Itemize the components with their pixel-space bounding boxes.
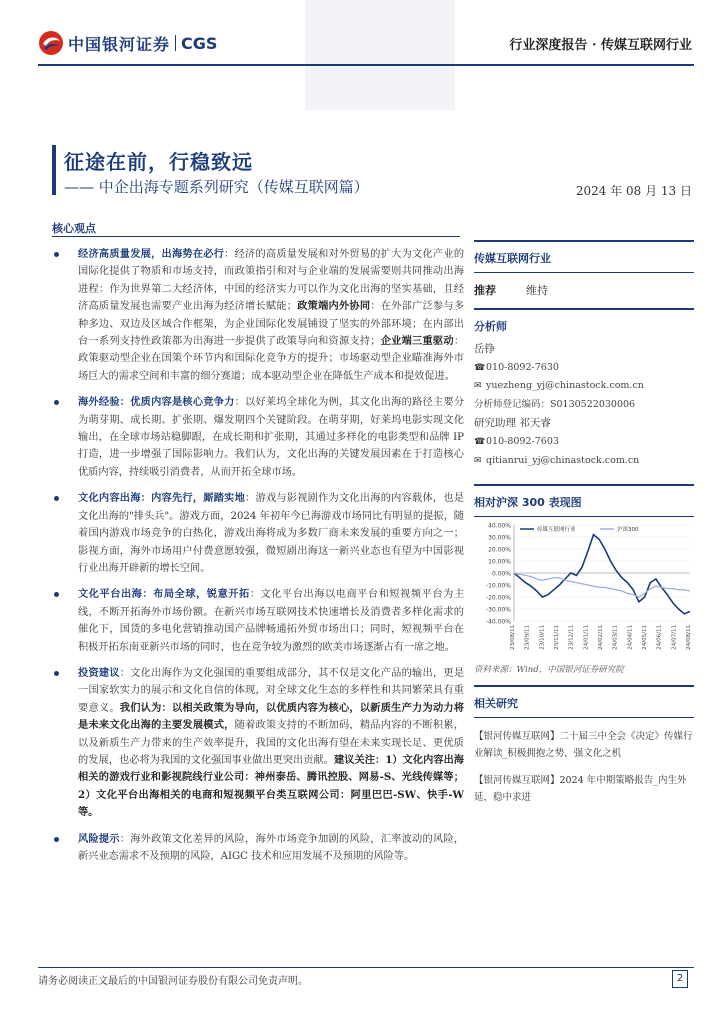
bullet-icon <box>54 671 59 676</box>
analyst-cert: 分析师登记编码：S0130522030006 <box>474 398 636 410</box>
paragraph-heading: 风险提示 <box>78 832 120 845</box>
related-research <box>474 685 694 806</box>
assistant-name: 研究助理 祁天睿 <box>474 417 551 430</box>
legend-label: 沪深300 <box>617 527 639 534</box>
brand-name-cn: 中国银河证券 <box>68 34 171 54</box>
analyst-email <box>474 377 694 396</box>
paragraph-text: ：在外部广泛参与多种多边、双边及区域合作框架，为企业国际化发展铺设了坚实的外部环境；在内部出台一系列支持性政策都为出海进一步提供了政策导向和资源支持； <box>78 301 465 348</box>
header-rule <box>38 64 694 66</box>
y-tick-label: -40.00% <box>485 618 511 626</box>
rating-row <box>474 273 694 308</box>
paragraph-heading: 文化平台出海：布局全球，锐意开拓 <box>78 588 250 601</box>
x-tick-label: 23/08/11 <box>510 625 516 650</box>
x-tick-label: 24/07/11 <box>671 625 678 650</box>
phone-icon: ☎ <box>474 436 486 447</box>
y-tick-label: -10.00% <box>485 582 511 590</box>
brand-logo <box>38 30 217 56</box>
title-accent-bar <box>52 145 56 195</box>
core-paragraph <box>52 246 464 385</box>
paragraph-text: ：文化平台出海以电商平台和短视频平台为主线，不断开拓海外市场份额。在新兴市场互联网技术快速增长及消费者多样化需求的催化下，国货的多电化营销推动国产品牌畅通拓外贸市场出口；同时，短视频平台在积极开拓东南亚新兴市场的同时，也在竞争较为激烈的欧美市场逐渐占有一席之地。 <box>78 589 465 653</box>
assistant-email-text[interactable]: qitianrui_yj@chinastock.com.cn <box>486 454 640 466</box>
core-paragraph <box>52 586 464 656</box>
sidebar-divider <box>474 717 694 718</box>
paragraph-heading: 海外经验：优质内容是核心竞争力 <box>78 396 235 409</box>
legend-label: 传媒互联网行业 <box>537 527 576 534</box>
core-paragraph <box>52 831 464 866</box>
analyst-heading: 分析师 <box>474 320 507 333</box>
assistant-email <box>474 452 694 471</box>
paragraph-heading: 经济高质量发展，出海势在必行 <box>78 248 225 260</box>
performance-chart-svg <box>474 517 694 657</box>
bullet-icon <box>54 496 59 501</box>
analyst-phone-text: 010-8092-7630 <box>486 361 559 373</box>
paragraph-heading: 投资建议 <box>78 666 120 679</box>
analyst-name: 岳铮 <box>474 343 495 355</box>
bullet-icon <box>54 837 59 842</box>
x-tick-label: 24/03/11 <box>612 625 619 650</box>
y-tick-label: 30.00% <box>488 534 511 542</box>
core-paragraph <box>52 665 464 822</box>
report-subtitle: —— 中企出海专题系列研究（传媒互联网篇） <box>64 178 369 196</box>
series-line <box>514 535 690 614</box>
industry-name: 传媒互联网行业 <box>474 252 551 265</box>
paragraph-emphasis: 政策端内外协同 <box>296 300 371 313</box>
relative-performance-chart <box>474 484 694 675</box>
page-header <box>38 22 694 60</box>
chart-source: 资料来源：Wind，中国银河证券研究院 <box>474 665 624 676</box>
x-tick-label: 24/06/11 <box>656 625 663 650</box>
paragraph-emphasis: 建议关注：1）文化内容出海相关的游戏行业和影视院线行业公司：神州泰岳、腾讯控股、网易-S、光线传媒等；2）文化平台出海相关的电商和短视频平台类互联网公司：阿里巴巴-SW、快手-W 等。 <box>78 753 464 819</box>
email-icon: ✉ <box>474 455 482 466</box>
sidebar <box>474 240 694 806</box>
core-paragraph <box>52 394 464 481</box>
brand-logo-icon <box>38 30 64 56</box>
paragraph-text: ：文化出海作为文化强国的重要组成部分，其不仅是文化产品的输出，更是一国家软实力的展示和文化自信的体现，对全球文化生态的多样性和共同繁荣具有重要意义。 <box>78 667 465 714</box>
core-view-content <box>52 246 464 874</box>
x-tick-label: 23/09/11 <box>524 625 531 650</box>
related-item[interactable]: 【银河传媒互联网】2024 年中期策略报告_内生外延，稳中求进 <box>474 775 687 804</box>
x-tick-label: 24/08/11 <box>686 625 692 650</box>
core-view-label: 核心观点 <box>52 222 96 235</box>
x-tick-label: 24/01/11 <box>583 625 590 650</box>
email-icon: ✉ <box>474 381 482 392</box>
report-title: 征途在前，行稳致远 <box>64 150 253 174</box>
y-tick-label: 20.00% <box>488 546 511 554</box>
paragraph-text: ：经济的高质量发展和对外贸易的扩大为文化产业的国际化提供了物质和市场支持，而政策指引和对与企业端的发展需要则共同推动出海进程：作为世界第二大经济体，中国的经济实力可以作为文化出海的坚实基础，且经济高质量发展也需要产业出海为经济增长赋能； <box>78 249 465 313</box>
y-tick-label: -30.00% <box>485 606 511 614</box>
y-tick-label: 10.00% <box>488 558 511 566</box>
y-tick-label: -20.00% <box>485 594 511 602</box>
bullet-icon <box>54 400 59 405</box>
x-tick-label: 24/05/11 <box>642 625 648 650</box>
x-tick-label: 23/12/11 <box>568 625 575 650</box>
y-tick-label: 0.00% <box>491 570 511 578</box>
paragraph-text: ：海外政策文化差异的风险，海外市场竞争加剧的风险，汇率波动的风险，新兴业态需求不及预期的风险，AIGC 技术和应用发展不及预期的风险等。 <box>78 833 465 862</box>
x-tick-label: 23/11/11 <box>554 625 560 650</box>
paragraph-heading: 文化内容出海：内容先行，厮踏实地 <box>78 492 246 505</box>
footer-disclaimer: 请务必阅读正文最后的中国银河证券股份有限公司免责声明。 <box>38 976 308 987</box>
x-tick-label: 23/10/11 <box>539 625 546 650</box>
phone-icon: ☎ <box>474 362 486 373</box>
report-date: 2024 年 08 月 13 日 <box>575 184 692 198</box>
paragraph-text: ：政策驱动型企业在国策个环节内和国际化竞争方的提升；市场驱动型企业瞄准海外市场巨大的需求空间和丰富的细分赛道；成本驱动型企业在降低生产成本和提效促进。 <box>78 336 464 382</box>
page-number: 2 <box>672 970 688 988</box>
bullet-icon <box>54 252 59 257</box>
paragraph-text: ：游戏与影视剧作为文化出海的内容载体，也是文化出海的"排头兵"。游戏方面，2024 年初年今已海游戏市场同比有明显的提振，随着国内游戏市场竞争的白热化，游戏出海将成为多数厂商未来发展的重要方向之一；影视方面，海外市场用户付费意愿较强，微短剧出海这一新兴业态也有望为中国影视行业出海开辟新的增长空间。 <box>78 493 465 574</box>
analyst-email-text[interactable]: yuezheng_yj@chinastock.com.cn <box>486 380 644 392</box>
paragraph-text: ：以好莱坞全球化为例，其文化出海的路径主要分为萌芽期、成长期、扩张期、爆发期四个关键阶段。在萌芽期，好莱坞电影实现文化输出，在全球市场站稳脚跟，在成长期和扩张期，其通过多样化的电影类型和品牌 IP 打造，进一步增强了国际影响力。我们认为，文化出海的关键发展因素在于打造核心优质内容，持续吸引消费者，从而开拓全球市场。 <box>78 397 465 478</box>
rating-label: 推荐 <box>474 284 496 297</box>
analyst-phone <box>474 359 694 378</box>
assistant-phone <box>474 433 694 452</box>
x-tick-label: 24/02/11 <box>598 625 604 650</box>
footer-rule <box>38 967 694 968</box>
brand-separator <box>175 35 176 51</box>
paragraph-text: 随着政策支持的不断加码，精品内容的不断积累，以及新质生产力带来的生产效率提升，我国的文化出海有望在未来实现长足、更优质的发展，也必将为我国的文化强国事业做出更突出贡献。 <box>78 720 465 766</box>
core-paragraph <box>52 490 464 577</box>
y-tick-label: 40.00% <box>488 522 511 530</box>
rating-value: 维持 <box>526 284 548 297</box>
x-tick-label: 24/04/11 <box>627 625 634 650</box>
paragraph-emphasis: 企业端三重驱动 <box>380 335 454 348</box>
chart-title: 相对沪深 300 表现图 <box>474 496 582 510</box>
related-title: 相关研究 <box>474 697 518 711</box>
assistant-phone-text: 010-8092-7603 <box>486 435 559 447</box>
paragraph-emphasis: 我们认为：以相关政策为导向，以优质内容为核心，以新质生产力为动力将是未来文化出海的主要发展模式， <box>78 701 465 732</box>
brand-name-en: CGS <box>181 33 218 53</box>
related-item[interactable]: 【银河传媒互联网】二十届三中全会《决定》传媒行业解读_积极拥抱之势，强文化之机 <box>474 731 693 760</box>
bullet-icon <box>54 592 59 597</box>
document-type: 行业深度报告 · 传媒互联网行业 <box>509 38 692 53</box>
core-view-rule <box>52 236 460 237</box>
